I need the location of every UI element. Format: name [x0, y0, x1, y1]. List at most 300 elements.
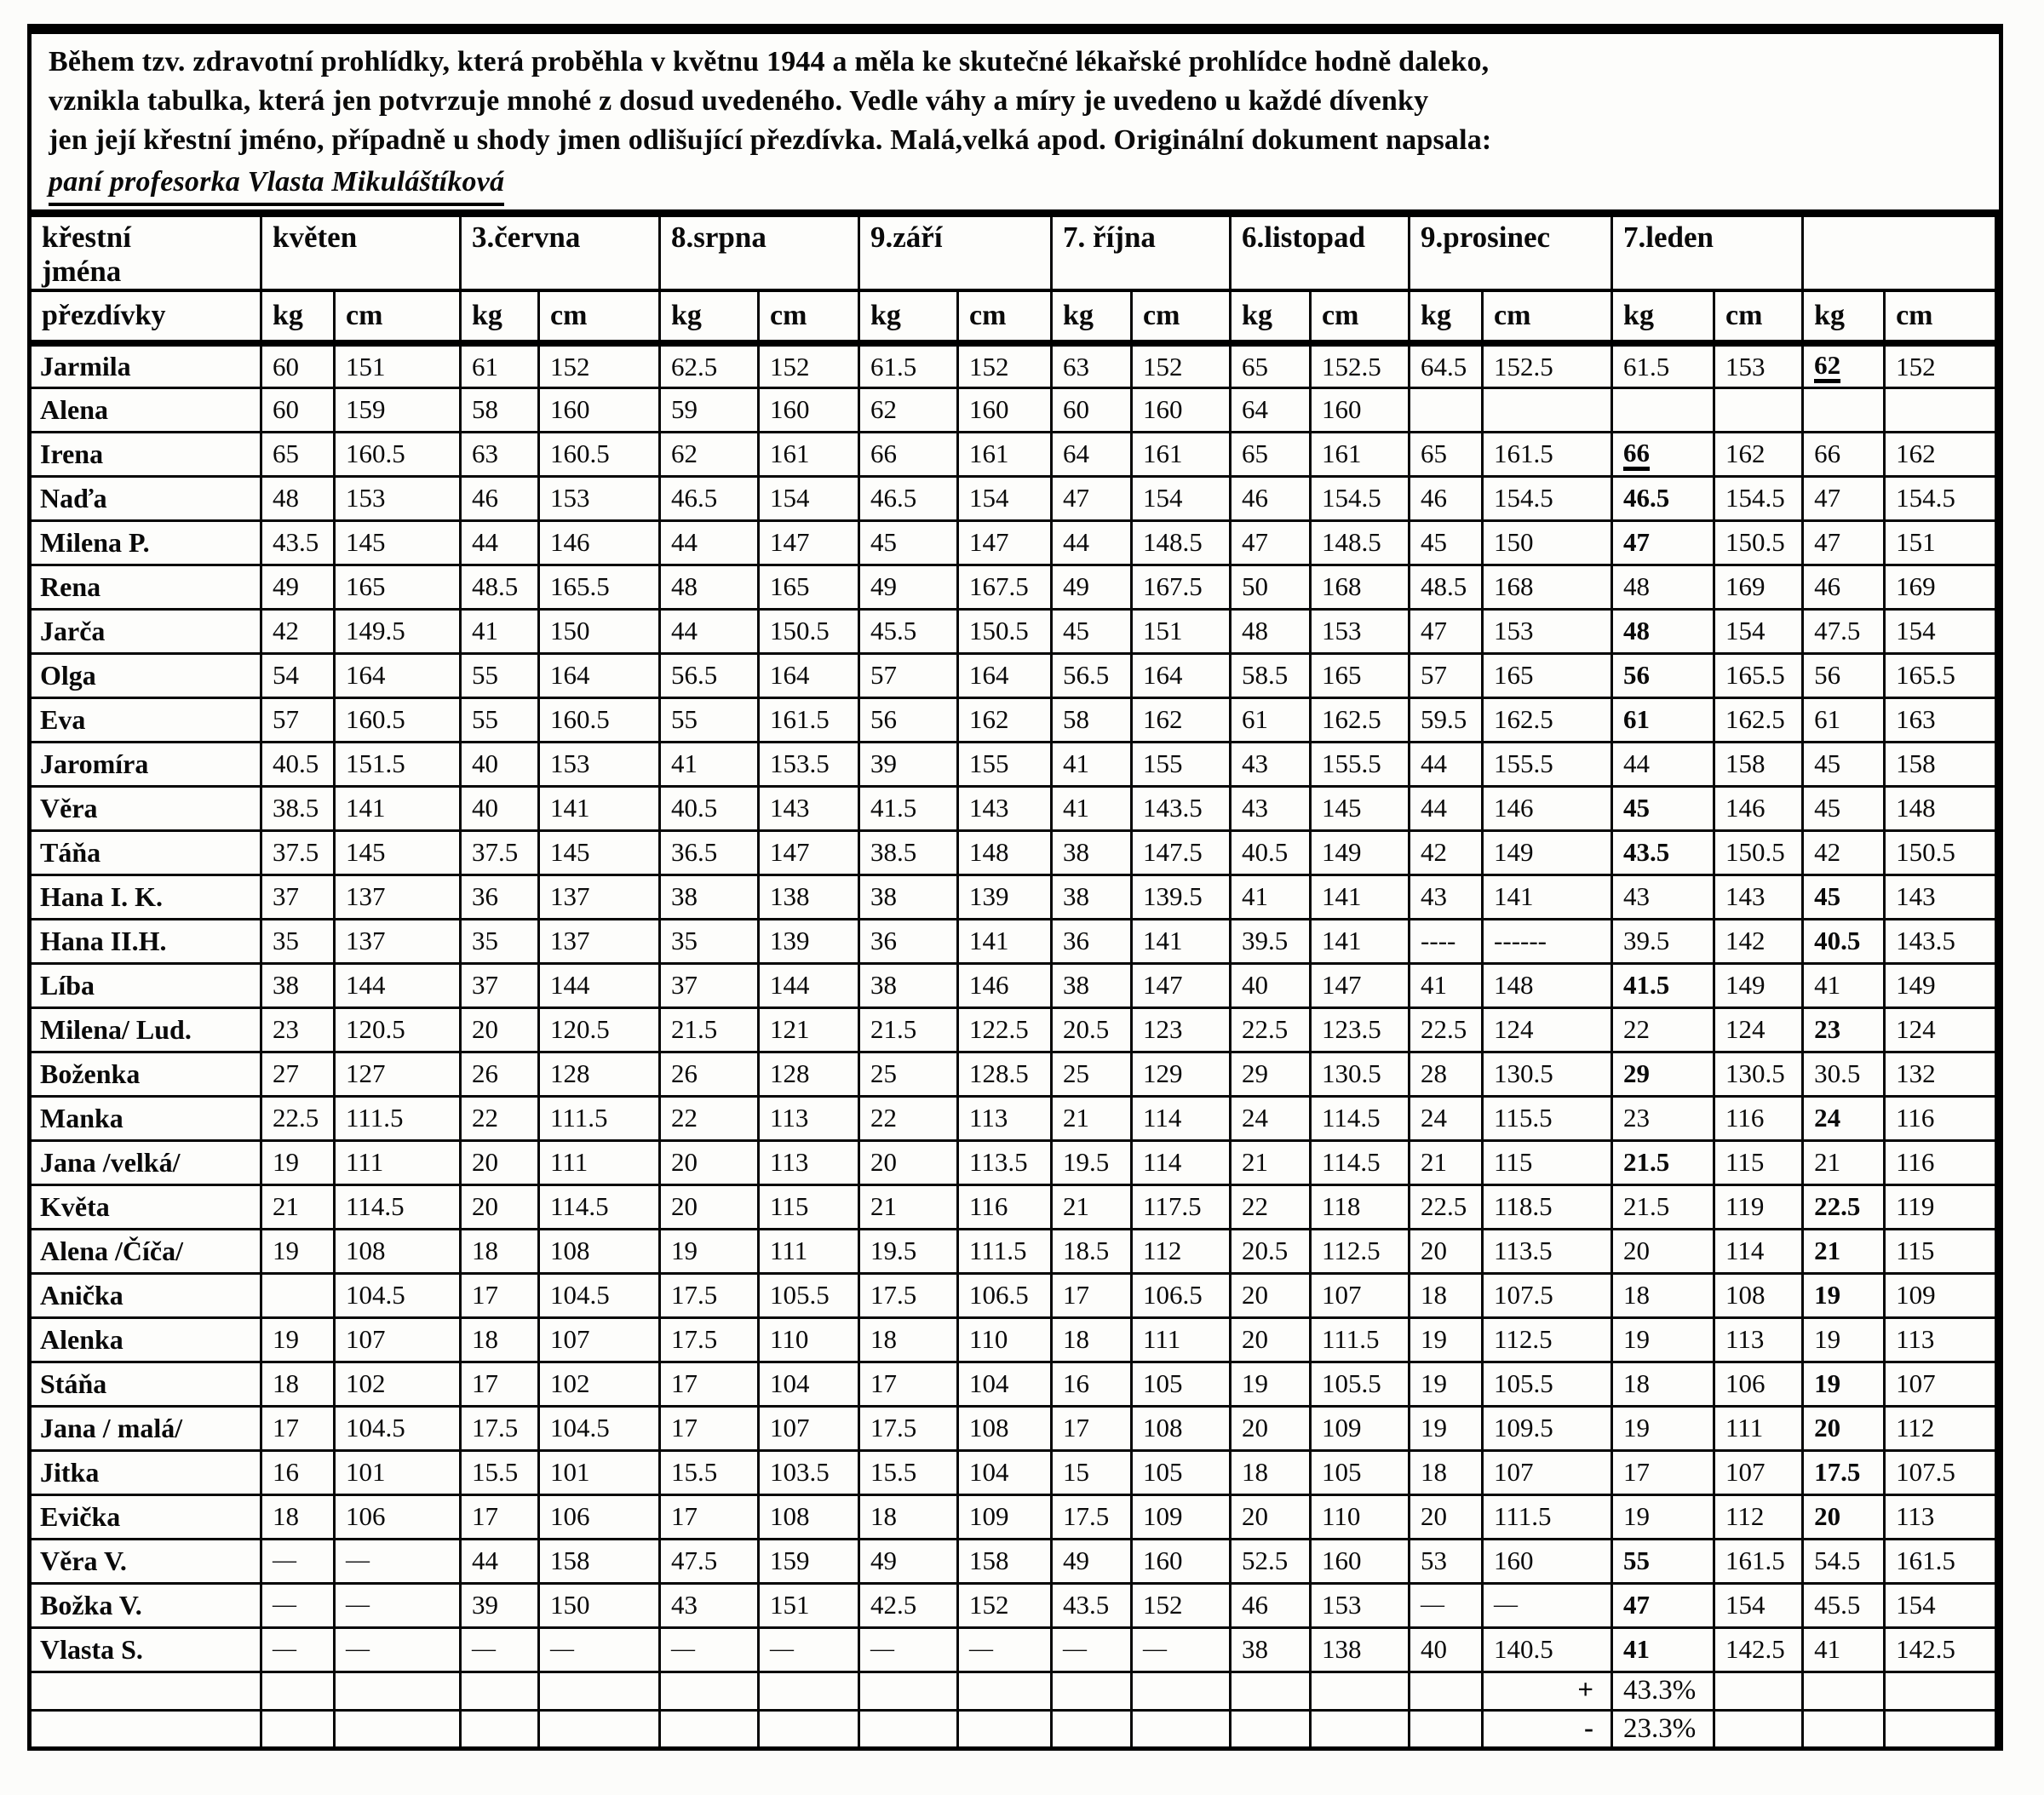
measurement-cell: 17	[660, 1406, 759, 1450]
measurement-cell: 46.5	[1612, 476, 1714, 520]
measurement-cell: 46	[1803, 565, 1885, 609]
measurement-cell: 162.5	[1311, 697, 1410, 742]
measurement-cell: 152	[958, 343, 1052, 387]
footer-cell	[1410, 1710, 1483, 1748]
measurement-cell: 48.5	[461, 565, 539, 609]
measurement-cell: 104.5	[539, 1406, 660, 1450]
measurement-cell: 38	[1052, 830, 1132, 875]
measurement-cell: 105	[1132, 1450, 1231, 1494]
measurement-cell: 39.5	[1612, 919, 1714, 963]
measurement-cell: 114.5	[1311, 1140, 1410, 1184]
measurement-cell: 104	[958, 1362, 1052, 1406]
measurement-cell: 19	[660, 1229, 759, 1273]
measurement-cell: 124	[1714, 1007, 1803, 1052]
measurement-cell: 45	[859, 520, 958, 565]
measurement-cell: 15	[1052, 1450, 1132, 1494]
measurement-cell: 48	[1612, 609, 1714, 653]
measurement-cell: —	[261, 1539, 335, 1583]
measurement-cell: 66	[1612, 432, 1714, 476]
measurement-cell: —	[759, 1627, 859, 1672]
measurement-cell: 113.5	[1483, 1229, 1612, 1273]
row-name-cell: Božka V.	[30, 1583, 261, 1627]
measurement-cell: 17	[461, 1362, 539, 1406]
footer-cell	[539, 1672, 660, 1710]
measurement-cell: 61	[1231, 697, 1311, 742]
measurement-cell: 22.5	[1803, 1184, 1885, 1229]
unit-cm-header-cell: cm	[1132, 290, 1231, 343]
measurement-cell: 146	[958, 963, 1052, 1007]
measurement-cell: 21.5	[660, 1007, 759, 1052]
row-name-cell: Eva	[30, 697, 261, 742]
measurement-cell: 37	[660, 963, 759, 1007]
measurement-cell: 52.5	[1231, 1539, 1311, 1583]
measurement-cell: 155	[1132, 742, 1231, 786]
measurement-cell: —	[859, 1627, 958, 1672]
measurement-cell: 155.5	[1483, 742, 1612, 786]
measurement-cell: 137	[539, 919, 660, 963]
measurement-cell: 121	[759, 1007, 859, 1052]
measurement-cell: 128.5	[958, 1052, 1052, 1096]
measurement-cell: 18	[461, 1229, 539, 1273]
measurement-cell: 152	[1132, 1583, 1231, 1627]
unit-kg-header-cell: kg	[1612, 290, 1714, 343]
month-header-empty-cell	[1803, 213, 1997, 290]
table-row	[30, 476, 1997, 520]
measurement-cell: 158	[539, 1539, 660, 1583]
measurement-cell: 17.5	[660, 1273, 759, 1317]
measurement-cell: 154	[1885, 1583, 1997, 1627]
table-row	[30, 1494, 1997, 1539]
measurement-cell: —	[1132, 1627, 1231, 1672]
name-header-top-cell: křestní jména	[30, 213, 261, 290]
row-name-cell: Manka	[30, 1096, 261, 1140]
measurement-cell: 19	[1410, 1406, 1483, 1450]
row-name-cell: Anička	[30, 1273, 261, 1317]
measurement-cell: 162	[958, 697, 1052, 742]
measurement-cell: 152.5	[1483, 343, 1612, 387]
measurement-cell: 115.5	[1483, 1096, 1612, 1140]
month-header-cell: 9.září	[859, 213, 1052, 290]
measurement-cell: 169	[1714, 565, 1803, 609]
measurement-cell: 62.5	[660, 343, 759, 387]
measurement-cell: 151	[335, 343, 461, 387]
measurement-cell: 148.5	[1311, 520, 1410, 565]
measurement-cell: 154	[1885, 609, 1997, 653]
measurement-cell: 103.5	[759, 1450, 859, 1494]
table-row	[30, 963, 1997, 1007]
measurement-cell: 112.5	[1483, 1317, 1612, 1362]
measurement-cell: 45	[1612, 786, 1714, 830]
footer-row	[30, 1672, 1997, 1710]
table-row	[30, 875, 1997, 919]
footer-cell	[1714, 1710, 1803, 1748]
measurement-cell: 108	[1132, 1406, 1231, 1450]
measurement-cell: 44	[461, 1539, 539, 1583]
measurement-cell: 20	[859, 1140, 958, 1184]
measurement-cell: 27	[261, 1052, 335, 1096]
measurement-cell: 151	[759, 1583, 859, 1627]
measurement-cell: 143.5	[1132, 786, 1231, 830]
measurement-cell: 62	[1803, 343, 1885, 387]
measurement-cell: 139	[958, 875, 1052, 919]
measurement-cell: 55	[461, 697, 539, 742]
measurement-cell: 110	[958, 1317, 1052, 1362]
measurement-cell: 56	[1803, 653, 1885, 697]
measurement-cell: 153	[335, 476, 461, 520]
measurement-cell: 18	[1410, 1273, 1483, 1317]
measurement-cell: 151	[1132, 609, 1231, 653]
measurement-cell: 48	[261, 476, 335, 520]
measurement-cell: 40	[461, 742, 539, 786]
measurement-cell: 113.5	[958, 1140, 1052, 1184]
measurement-cell: 144	[539, 963, 660, 1007]
measurement-cell	[1612, 387, 1714, 432]
measurement-cell: 66	[859, 432, 958, 476]
measurement-cell: —	[261, 1583, 335, 1627]
measurement-cell: 162.5	[1714, 697, 1803, 742]
measurement-cell: 58.5	[1231, 653, 1311, 697]
measurement-cell: 108	[539, 1229, 660, 1273]
footer-cell	[335, 1710, 461, 1748]
footer-cell	[958, 1672, 1052, 1710]
measurement-cell: 20.5	[1052, 1007, 1132, 1052]
measurement-cell: 104.5	[335, 1406, 461, 1450]
table-row	[30, 653, 1997, 697]
measurement-cell: 18	[859, 1494, 958, 1539]
row-name-cell: Stáňa	[30, 1362, 261, 1406]
measurement-cell: 154	[759, 476, 859, 520]
row-name-cell: Milena P.	[30, 520, 261, 565]
measurement-cell: 64	[1052, 432, 1132, 476]
measurement-cell: 41	[660, 742, 759, 786]
footer-cell	[1311, 1710, 1410, 1748]
measurement-cell: 57	[859, 653, 958, 697]
measurement-cell: 160	[1311, 387, 1410, 432]
measurement-cell: 158	[1714, 742, 1803, 786]
measurement-cell: 36	[461, 875, 539, 919]
measurement-cell: 17	[461, 1273, 539, 1317]
measurement-cell: 128	[759, 1052, 859, 1096]
unit-kg-header-cell: kg	[1410, 290, 1483, 343]
measurement-cell: 17.5	[660, 1317, 759, 1362]
unit-kg-header-cell: kg	[660, 290, 759, 343]
footer-cell	[1132, 1710, 1231, 1748]
measurement-cell: 106.5	[1132, 1273, 1231, 1317]
measurement-cell: 132	[1885, 1052, 1997, 1096]
row-name-cell: Hana I. K.	[30, 875, 261, 919]
footer-cell	[1132, 1672, 1231, 1710]
measurement-cell: 38	[1052, 875, 1132, 919]
unit-cm-header-cell: cm	[759, 290, 859, 343]
table-row	[30, 1317, 1997, 1362]
measurement-cell: 46.5	[859, 476, 958, 520]
measurement-cell: 147	[958, 520, 1052, 565]
measurement-cell: 118	[1311, 1184, 1410, 1229]
measurement-cell: 108	[1714, 1273, 1803, 1317]
measurement-cell: 145	[1311, 786, 1410, 830]
measurement-cell: 112	[1132, 1229, 1231, 1273]
measurement-cell: 20	[1612, 1229, 1714, 1273]
unit-cm-header-cell: cm	[1483, 290, 1612, 343]
measurement-cell: 49	[859, 565, 958, 609]
measurement-cell: 165.5	[1714, 653, 1803, 697]
measurement-cell: 147	[759, 520, 859, 565]
measurement-cell: 20	[461, 1140, 539, 1184]
measurement-cell: 21	[261, 1184, 335, 1229]
measurement-cell: 59.5	[1410, 697, 1483, 742]
measurement-cell: 49	[859, 1539, 958, 1583]
measurement-cell: 20	[660, 1184, 759, 1229]
signature: paní profesorka Vlasta Mikuláštíková	[49, 163, 504, 206]
row-name-cell: Věra V.	[30, 1539, 261, 1583]
measurement-cell: 21	[1052, 1184, 1132, 1229]
table-row	[30, 697, 1997, 742]
measurement-cell: 106.5	[958, 1273, 1052, 1317]
table-row	[30, 919, 1997, 963]
measurement-cell: 22	[1612, 1007, 1714, 1052]
measurement-cell: 147	[1132, 963, 1231, 1007]
unit-kg-header-cell: kg	[1231, 290, 1311, 343]
measurement-cell: 154	[1714, 609, 1803, 653]
measurement-cell: 153	[539, 476, 660, 520]
measurement-cell: 151	[1885, 520, 1997, 565]
measurement-cell: 48	[1231, 609, 1311, 653]
measurement-cell: 40.5	[1231, 830, 1311, 875]
measurement-cell: 17	[1052, 1273, 1132, 1317]
measurement-cell: 160	[759, 387, 859, 432]
measurement-cell: 127	[335, 1052, 461, 1096]
measurement-cell: 148	[958, 830, 1052, 875]
measurement-cell: 43	[1231, 786, 1311, 830]
measurement-cell: 111.5	[1483, 1494, 1612, 1539]
measurement-cell: 160	[1483, 1539, 1612, 1583]
measurement-cell: 47	[1231, 520, 1311, 565]
measurement-cell: 165.5	[539, 565, 660, 609]
table-row	[30, 1450, 1997, 1494]
measurement-cell: 124	[1483, 1007, 1612, 1052]
footer-cell	[660, 1672, 759, 1710]
table-row	[30, 432, 1997, 476]
measurement-cell: 61	[1612, 697, 1714, 742]
measurement-cell: 105.5	[1311, 1362, 1410, 1406]
measurement-cell: 111	[335, 1140, 461, 1184]
measurement-cell: 160.5	[539, 697, 660, 742]
measurement-cell: 40.5	[660, 786, 759, 830]
measurement-cell: 144	[335, 963, 461, 1007]
measurement-cell: 20.5	[1231, 1229, 1311, 1273]
row-name-cell: Líba	[30, 963, 261, 1007]
measurement-cell: 38	[261, 963, 335, 1007]
unit-cm-header-cell: cm	[1311, 290, 1410, 343]
measurement-cell: 137	[335, 875, 461, 919]
measurement-cell: 41	[461, 609, 539, 653]
measurement-cell: 107	[1885, 1362, 1997, 1406]
measurement-cell: 165	[335, 565, 461, 609]
measurement-cell: 142.5	[1714, 1627, 1803, 1672]
measurement-cell: 41	[1803, 1627, 1885, 1672]
measurement-cell: 130.5	[1714, 1052, 1803, 1096]
measurement-cell: 45	[1410, 520, 1483, 565]
measurement-cell: 105	[1311, 1450, 1410, 1494]
measurement-cell: 17	[1052, 1406, 1132, 1450]
measurement-cell: 37	[261, 875, 335, 919]
measurement-cell: 25	[859, 1052, 958, 1096]
measurement-cell: 143	[1714, 875, 1803, 919]
measurement-cell: 112	[1885, 1406, 1997, 1450]
intro-paragraph	[32, 34, 1999, 209]
measurement-cell: 141	[1132, 919, 1231, 963]
measurement-cell: 108	[759, 1494, 859, 1539]
row-name-cell: Olga	[30, 653, 261, 697]
measurement-cell: 143	[1885, 875, 1997, 919]
measurement-cell: 119	[1885, 1184, 1997, 1229]
measurement-cell: —	[958, 1627, 1052, 1672]
measurement-cell: 49	[261, 565, 335, 609]
measurement-cell: 107.5	[1885, 1450, 1997, 1494]
measurement-cell: 45	[1052, 609, 1132, 653]
intro-line-2: vznikla tabulka, která jen potvrzuje mnohé z dosud uvedeného. Vedle váhy a míry je uvedeno u každé dívenky	[49, 85, 1429, 118]
measurement-cell: 154	[1714, 1583, 1803, 1627]
measurement-cell: 38	[1052, 963, 1132, 1007]
measurement-cell: 19.5	[859, 1229, 958, 1273]
measurement-cell: —	[660, 1627, 759, 1672]
measurement-cell: 15.5	[461, 1450, 539, 1494]
measurement-cell: 46	[1410, 476, 1483, 520]
measurement-cell: 47	[1612, 1583, 1714, 1627]
measurement-cell: 65	[1410, 432, 1483, 476]
measurement-cell: 63	[1052, 343, 1132, 387]
row-name-cell: Jaromíra	[30, 742, 261, 786]
measurement-cell: 152	[539, 343, 660, 387]
measurement-cell: 160	[1132, 1539, 1231, 1583]
measurement-cell: 35	[660, 919, 759, 963]
measurement-cell: 164	[958, 653, 1052, 697]
measurement-cell: 150	[539, 1583, 660, 1627]
measurement-cell: 19	[261, 1140, 335, 1184]
measurement-cell: 65	[261, 432, 335, 476]
table-row	[30, 830, 1997, 875]
measurement-cell: 146	[1483, 786, 1612, 830]
measurement-cell: 167.5	[958, 565, 1052, 609]
measurement-cell: 49	[1052, 565, 1132, 609]
measurement-cell: 168	[1311, 565, 1410, 609]
measurement-cell: 47	[1612, 520, 1714, 565]
measurement-cell: 149.5	[335, 609, 461, 653]
measurement-cell: 163	[1885, 697, 1997, 742]
measurement-cell: 21	[1410, 1140, 1483, 1184]
table-row	[30, 609, 1997, 653]
measurement-cell: 140.5	[1483, 1627, 1612, 1672]
measurement-cell: 22	[859, 1096, 958, 1140]
month-header-cell: 7.leden	[1612, 213, 1803, 290]
measurement-cell: 41	[1410, 963, 1483, 1007]
measurement-cell: 161.5	[1885, 1539, 1997, 1583]
measurement-cell: 54.5	[1803, 1539, 1885, 1583]
table-row	[30, 742, 1997, 786]
measurement-cell: 44	[660, 609, 759, 653]
measurement-cell: 24	[1410, 1096, 1483, 1140]
row-name-cell: Táňa	[30, 830, 261, 875]
measurement-cell: 61	[1803, 697, 1885, 742]
measurement-cell: 162	[1714, 432, 1803, 476]
measurement-cell: 44	[1410, 786, 1483, 830]
measurement-cell: 60	[261, 387, 335, 432]
measurement-cell: 44	[1052, 520, 1132, 565]
measurement-cell: ------	[1483, 919, 1612, 963]
measurement-cell: 21.5	[1612, 1184, 1714, 1229]
footer-cell: +	[1483, 1672, 1612, 1710]
measurement-cell: 37	[461, 963, 539, 1007]
measurement-cell: 169	[1885, 565, 1997, 609]
measurement-cell: 39.5	[1231, 919, 1311, 963]
measurement-cell: 19	[1803, 1273, 1885, 1317]
measurement-cell: 153	[539, 742, 660, 786]
measurement-cell: 20	[1803, 1494, 1885, 1539]
footer-cell	[1231, 1710, 1311, 1748]
measurement-cell: 107	[539, 1317, 660, 1362]
measurement-cell: 22.5	[261, 1096, 335, 1140]
measurement-cell: 141	[1311, 919, 1410, 963]
footer-cell	[859, 1710, 958, 1748]
footer-cell	[958, 1710, 1052, 1748]
measurement-cell: 19	[1612, 1494, 1714, 1539]
table-row	[30, 1539, 1997, 1583]
measurement-cell: 164	[335, 653, 461, 697]
footer-cell	[660, 1710, 759, 1748]
footer-cell	[759, 1672, 859, 1710]
measurement-cell: 161	[759, 432, 859, 476]
measurement-cell: 44	[660, 520, 759, 565]
measurement-cell: 105.5	[1483, 1362, 1612, 1406]
measurement-cell: 45	[1803, 875, 1885, 919]
measurement-cell: 28	[1410, 1052, 1483, 1096]
row-name-cell: Vlasta S.	[30, 1627, 261, 1672]
measurement-cell: 18	[1410, 1450, 1483, 1494]
measurement-cell: 15.5	[660, 1450, 759, 1494]
measurement-cell: 152	[1132, 343, 1231, 387]
measurement-cell: 20	[1231, 1273, 1311, 1317]
measurement-cell: 111.5	[958, 1229, 1052, 1273]
measurement-cell: 19	[261, 1229, 335, 1273]
month-header-cell: květen	[261, 213, 461, 290]
measurement-cell: 149	[1714, 963, 1803, 1007]
measurement-cell: 19	[1231, 1362, 1311, 1406]
measurement-cell: 104.5	[335, 1273, 461, 1317]
measurement-cell: 113	[1714, 1317, 1803, 1362]
measurement-cell: 107	[1311, 1273, 1410, 1317]
row-name-cell: Milena/ Lud.	[30, 1007, 261, 1052]
measurement-cell: 39	[461, 1583, 539, 1627]
measurement-cell: 113	[759, 1096, 859, 1140]
row-name-cell: Jarča	[30, 609, 261, 653]
measurement-cell: 149	[1885, 963, 1997, 1007]
measurement-cell: 165.5	[1885, 653, 1997, 697]
unit-kg-header-cell: kg	[859, 290, 958, 343]
measurement-cell	[1885, 387, 1997, 432]
footer-cell: 23.3%	[1612, 1710, 1714, 1748]
measurement-cell: 43	[1231, 742, 1311, 786]
measurement-cell: 113	[1885, 1494, 1997, 1539]
measurement-cell: —	[461, 1627, 539, 1672]
measurement-cell: 22.5	[1410, 1184, 1483, 1229]
row-name-cell: Jitka	[30, 1450, 261, 1494]
unit-kg-header-cell: kg	[261, 290, 335, 343]
measurement-cell: 143	[958, 786, 1052, 830]
measurement-cell: 164	[539, 653, 660, 697]
measurement-cell: 41	[1052, 742, 1132, 786]
measurement-cell: 114	[1132, 1096, 1231, 1140]
measurement-cell: 19.5	[1052, 1140, 1132, 1184]
